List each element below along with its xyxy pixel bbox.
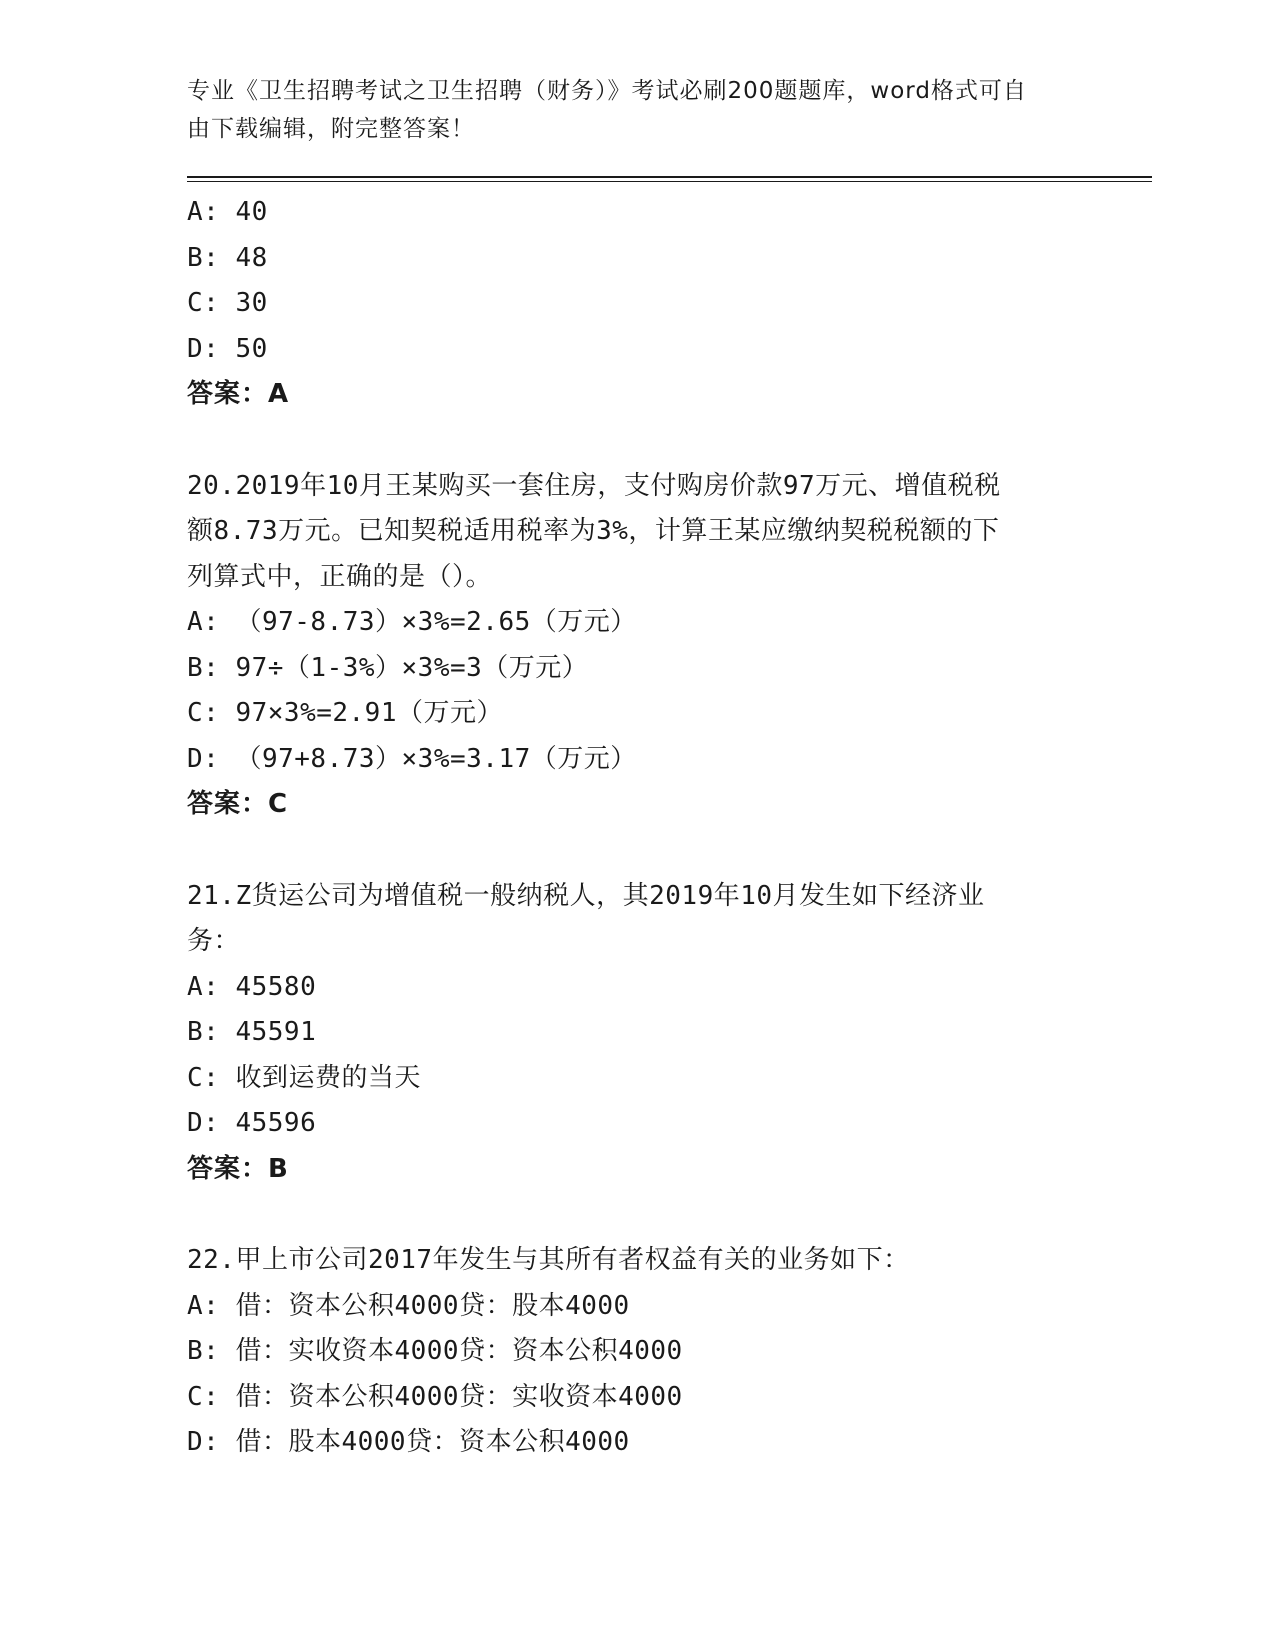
- answer-label: 答案：A: [187, 379, 290, 409]
- option-a: A: （97-8.73）×3%=2.65（万元）: [187, 607, 637, 637]
- question-stem-line: 额8.73万元。已知契税适用税率为3%，计算王某应缴纳契税税额的下: [187, 516, 1000, 546]
- option-c: C: 97×3%=2.91（万元）: [187, 698, 503, 728]
- option-a: A: 45580: [187, 971, 317, 1002]
- question-stem-line: 务：: [187, 926, 241, 956]
- option-a: A: 借：资本公积4000贷：股本4000: [187, 1290, 630, 1321]
- header-divider-thick: [187, 176, 1152, 178]
- option-b: B: 97÷（1-3%）×3%=3（万元）: [187, 652, 589, 683]
- option-b: B: 45591: [187, 1017, 317, 1047]
- question-content: [187, 190, 1087, 1466]
- answer-label: 答案：C: [187, 789, 289, 819]
- option-d: D: 50: [187, 333, 268, 364]
- question-19-block: [187, 190, 1087, 418]
- header-line-2: 由下载编辑，附完整答案！: [187, 116, 475, 142]
- document-header: [187, 72, 1067, 148]
- option-b: B: 借：实收资本4000贷：资本公积4000: [187, 1336, 683, 1366]
- option-d: D: 借：股本4000贷：资本公积4000: [187, 1427, 630, 1457]
- header-divider-thin: [187, 181, 1152, 182]
- option-c: C: 收到运费的当天: [187, 1062, 421, 1093]
- question-stem-line: 21.Z货运公司为增值税一般纳税人，其2019年10月发生如下经济业: [187, 880, 985, 911]
- question-22-block: [187, 1238, 1087, 1466]
- question-21-block: [187, 874, 1087, 1193]
- option-d: D: （97+8.73）×3%=3.17（万元）: [187, 743, 637, 774]
- spacer: [187, 418, 1087, 464]
- question-stem-line: 22.甲上市公司2017年发生与其所有者权益有关的业务如下：: [187, 1245, 910, 1275]
- option-c: C: 30: [187, 288, 268, 318]
- question-stem-line: 20.2019年10月王某购买一套住房，支付购房价款97万元、增值税税: [187, 470, 1001, 501]
- option-a: A: 40: [187, 197, 268, 227]
- spacer: [187, 828, 1087, 874]
- answer-label: 答案：B: [187, 1153, 289, 1184]
- spacer: [187, 1192, 1087, 1238]
- option-d: D: 45596: [187, 1108, 317, 1138]
- question-stem-line: 列算式中，正确的是（）。: [187, 561, 493, 592]
- question-20-block: [187, 464, 1087, 828]
- header-line-1: 专业《卫生招聘考试之卫生招聘（财务）》考试必刷200题题库，word格式可自: [187, 78, 1027, 104]
- option-b: B: 48: [187, 242, 268, 273]
- option-c: C: 借：资本公积4000贷：实收资本4000: [187, 1381, 683, 1412]
